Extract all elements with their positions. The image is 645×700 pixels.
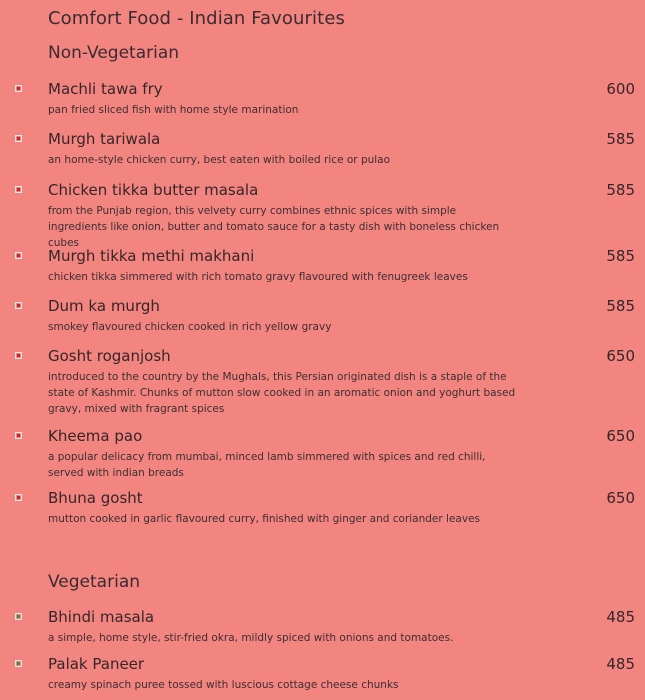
veg-marker-icon: [15, 660, 22, 667]
item-name: Palak Paneer: [48, 655, 145, 673]
non-veg-marker-icon: [15, 186, 22, 193]
item-name: Murgh tariwala: [48, 130, 161, 148]
item-name: Machli tawa fry: [48, 80, 163, 98]
item-name: Dum ka murgh: [48, 297, 160, 315]
item-description: chicken tikka simmered with rich tomato gravy flavoured with fenugreek leaves: [48, 271, 468, 283]
section-title-vegetarian: Vegetarian: [48, 572, 141, 592]
item-price: 650: [606, 427, 635, 445]
item-name: Bhuna gosht: [48, 489, 143, 507]
item-price: 485: [606, 608, 635, 626]
item-description: an home-style chicken curry, best eaten with boiled rice or pulao: [48, 154, 391, 166]
item-price: 600: [606, 80, 635, 98]
non-veg-marker-icon: [15, 85, 22, 92]
non-veg-marker-icon: [15, 432, 22, 439]
item-price: 650: [606, 489, 635, 507]
item-description: a popular delicacy from mumbai, minced lamb simmered with spices and red chilli, served with indian breads: [48, 451, 486, 479]
item-description: creamy spinach puree tossed with luscious cottage cheese chunks: [48, 679, 399, 691]
item-description: introduced to the country by the Mughals, this Persian originated dish is a staple of the state of Kashmir. Chunks of mutton slow cooked in an aromatic onion and yoghurt based gravy, mixed with fragrant spices: [48, 371, 516, 415]
non-veg-marker-icon: [15, 352, 22, 359]
item-price: 650: [606, 347, 635, 365]
menu-title: Comfort Food - Indian Favourites: [48, 8, 345, 29]
veg-marker-icon: [15, 613, 22, 620]
item-name: Chicken tikka butter masala: [48, 181, 259, 199]
item-name: Kheema pao: [48, 427, 143, 445]
non-veg-marker-icon: [15, 135, 22, 142]
item-name: Bhindi masala: [48, 608, 155, 626]
item-description: smokey flavoured chicken cooked in rich yellow gravy: [48, 321, 332, 333]
item-price: 585: [606, 297, 635, 315]
section-title-non-vegetarian: Non-Vegetarian: [48, 43, 180, 63]
item-description: a simple, home style, stir-fried okra, mildly spiced with onions and tomatoes.: [48, 632, 454, 644]
non-veg-marker-icon: [15, 494, 22, 501]
item-name: Murgh tikka methi makhani: [48, 247, 255, 265]
item-price: 585: [606, 130, 635, 148]
item-name: Gosht roganjosh: [48, 347, 171, 365]
item-price: 485: [606, 655, 635, 673]
non-veg-marker-icon: [15, 252, 22, 259]
item-price: 585: [606, 247, 635, 265]
non-veg-marker-icon: [15, 302, 22, 309]
item-description: from the Punjab region, this velvety curry combines ethnic spices with simple ingredients like onion, butter and tomato sauce for a tasty dish with boneless chicken cubes: [48, 205, 500, 249]
item-description: mutton cooked in garlic flavoured curry, finished with ginger and coriander leaves: [48, 513, 481, 525]
item-price: 585: [606, 181, 635, 199]
item-description: pan fried sliced fish with home style marination: [48, 104, 299, 116]
